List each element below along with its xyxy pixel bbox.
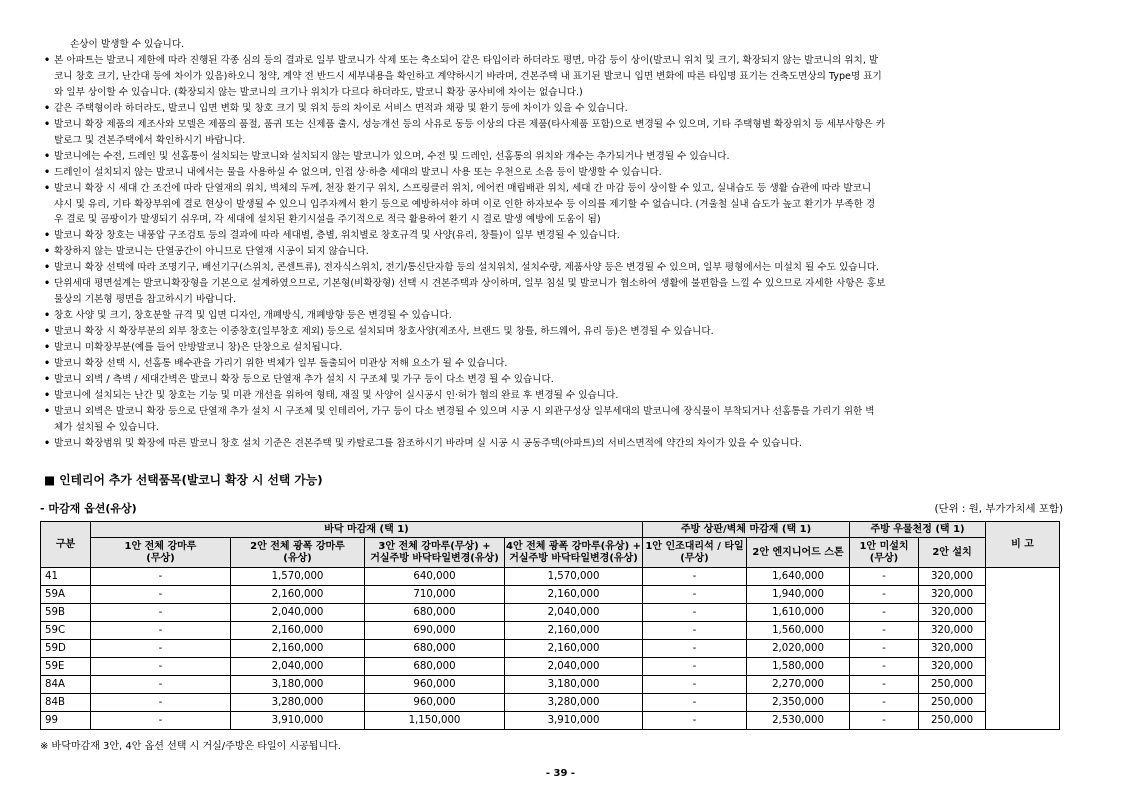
cell-k1: - [643, 676, 747, 694]
cell-k2: 2,350,000 [747, 694, 850, 712]
cell-f1: - [91, 640, 231, 658]
balcony-notes [44, 37, 1060, 452]
cell-type: 41 [41, 568, 91, 586]
cell-type: 84A [41, 676, 91, 694]
table-row [41, 586, 1060, 604]
cell-f1: - [91, 676, 231, 694]
cell-c2: 250,000 [919, 712, 986, 730]
cell-f2: 2,160,000 [231, 622, 365, 640]
cell-f1: - [91, 712, 231, 730]
cell-c1: - [850, 712, 919, 730]
header-type: 구분 [41, 522, 91, 568]
cell-f1: - [91, 586, 231, 604]
header-floor-option-3: 3안 전체 강마루(무상) + 거실주방 바닥타일변경(유상) [365, 538, 505, 568]
header-kitchen-counter-group: 주방 상판/벽체 마감재 (택 1) [643, 522, 850, 538]
cell-c2: 250,000 [919, 676, 986, 694]
cell-k1: - [643, 622, 747, 640]
cell-k2: 2,020,000 [747, 640, 850, 658]
cell-f4: 3,180,000 [505, 676, 643, 694]
note-bullet: • 발코니에는 수전, 드레인 및 선홈통이 설치되는 발코니와 설치되지 않는 발코니가 있으며, 수전 및 드레인, 선홈통의 위치와 개수는 추가되거나 변경될 수 있습니다. [44, 149, 1060, 165]
note-bullet: • 드레인이 설치되지 않는 발코니 내에서는 물을 사용하실 수 없으며, 인접 상·하층 세대의 발코니 사용 또는 우천으로 소음 등이 발생할 수 있습니다. [44, 165, 1060, 181]
cell-k2: 2,530,000 [747, 712, 850, 730]
cell-f1: - [91, 622, 231, 640]
footnote: ※ 바닥마감재 3안, 4안 옵션 선택 시 거실/주방은 타일이 시공됩니다. [40, 741, 341, 752]
cell-f2: 2,160,000 [231, 640, 365, 658]
cell-k2: 1,640,000 [747, 568, 850, 586]
header-kitchen-ceiling-group: 주방 우물천정 (택 1) [850, 522, 986, 538]
cell-c1: - [850, 622, 919, 640]
cell-type: 59C [41, 622, 91, 640]
cell-f4: 2,160,000 [505, 586, 643, 604]
table-row [41, 658, 1060, 676]
cell-type: 84B [41, 694, 91, 712]
header-counter-option-2: 2안 엔지니어드 스톤 [747, 538, 850, 568]
cell-f1: - [91, 694, 231, 712]
cell-f2: 2,040,000 [231, 604, 365, 622]
cell-f3: 710,000 [365, 586, 505, 604]
header-ceiling-option-2: 2안 설치 [919, 538, 986, 568]
header-floor-group: 바닥 마감재 (택 1) [91, 522, 643, 538]
cell-c2: 250,000 [919, 694, 986, 712]
cell-f4: 3,280,000 [505, 694, 643, 712]
cell-k2: 2,270,000 [747, 676, 850, 694]
note-bullet: • 발코니 확장 창호는 내풍압 구조검토 등의 결과에 따라 세대별, 층별, 위치별로 창호규격 및 사양(유리, 창틀)이 일부 변경될 수 있습니다. [44, 228, 1060, 244]
cell-type: 59B [41, 604, 91, 622]
unit-note: (단위 : 원, 부가가치세 포함) [934, 503, 1063, 515]
table-row [41, 712, 1060, 730]
table-row [41, 622, 1060, 640]
note-line: 우 결로 및 곰팡이가 발생되기 쉬우며, 각 세대에 설치된 환기시설을 주기적으로 적극 활용하여 환기 시 결로 발생 예방에 도움이 됨) [54, 214, 601, 226]
table-row [41, 604, 1060, 622]
cell-c2: 320,000 [919, 622, 986, 640]
cell-c2: 320,000 [919, 658, 986, 676]
cell-k1: - [643, 640, 747, 658]
cell-k2: 1,940,000 [747, 586, 850, 604]
note-bullet: • 발코니 확장 시 세대 간 조건에 따라 단열재의 위치, 벽체의 두께, 천장 환기구 위치, 스프링클러 위치, 에어컨 매립배관 위치, 세대 간 마감 등이 상이할 수 있고, 실내습도 등 생활 습관에 따라 발코니 [44, 181, 1060, 197]
note-line: 샤시 및 유리, 기타 확장부위에 결로 현상이 발생될 수 있으니 입주자께서 환기 등으로 예방하셔야 하며 이로 인한 하자보수 등 이의를 제기할 수 없습니다. (겨울철 실내 습도가 높고 환기가 부족한 경 [54, 198, 876, 210]
cell-f2: 3,280,000 [231, 694, 365, 712]
header-remarks: 비 고 [986, 522, 1060, 568]
cell-c1: - [850, 694, 919, 712]
cell-f2: 2,160,000 [231, 586, 365, 604]
note-bullet: • 단위세대 평면설계는 발코니확장형을 기본으로 설계하였으므로, 기본형(비확장형) 선택 시 견본주택과 상이하며, 일부 침실 및 발코니가 협소하여 생활에 불편함을 느낄 수 있으므로 자세한 사항은 홍보 [44, 276, 1060, 292]
cell-c2: 320,000 [919, 568, 986, 586]
cell-f2: 2,040,000 [231, 658, 365, 676]
note-line: 손상이 발생할 수 있습니다. [70, 39, 185, 50]
note-bullet: • 발코니 확장범위 및 확장에 따른 발코니 창호 설치 기준은 견본주택 및 카탈로그를 참조하시기 바라며 실 시공 시 공동주택(아파트)의 서비스면적에 약간의 차이가 있을 수 있습니다. [44, 436, 1060, 452]
cell-c1: - [850, 658, 919, 676]
cell-k1: - [643, 604, 747, 622]
cell-f2: 3,910,000 [231, 712, 365, 730]
cell-k1: - [643, 712, 747, 730]
section-title [44, 471, 323, 488]
note-bullet: • 발코니 확장 선택에 따라 조명기구, 배선기구(스위치, 콘센트류), 전자식스위치, 전기/통신단자함 등의 설치위치, 설치수량, 제품사양 등은 변경될 수 있으며, 일부 평형에서는 미설치 될 수도 있습니다. [44, 260, 1060, 276]
note-line: 탈로그 및 견본주택에서 확인하시기 바랍니다. [54, 134, 246, 146]
square-bullet-icon: ■ [44, 473, 56, 487]
note-bullet: • 같은 주택형이라 하더라도, 발코니 입면 변화 및 창호 크기 및 위치 등의 차이로 서비스 면적과 채광 및 환기 등에 차이가 있을 수 있습니다. [44, 101, 1060, 117]
cell-type: 59E [41, 658, 91, 676]
cell-f4: 2,160,000 [505, 640, 643, 658]
cell-k1: - [643, 568, 747, 586]
cell-type: 59D [41, 640, 91, 658]
cell-k2: 1,580,000 [747, 658, 850, 676]
cell-f3: 960,000 [365, 694, 505, 712]
cell-k1: - [643, 586, 747, 604]
table-row [41, 568, 1060, 586]
cell-type: 99 [41, 712, 91, 730]
cell-f4: 2,040,000 [505, 604, 643, 622]
note-line: 와 일부 상이할 수 있습니다. (확장되지 않는 발코니의 크기나 위치가 다르다 하더라도, 발코니 확장 공사비에 차이는 없습니다.) [54, 86, 583, 98]
note-bullet: • 확장하지 않는 발코니는 단열공간이 아니므로 단열재 시공이 되지 않습니다. [44, 244, 1060, 260]
cell-c2: 320,000 [919, 640, 986, 658]
cell-f3: 640,000 [365, 568, 505, 586]
note-bullet: • 발코니 외벽은 발코니 확장 등으로 단열재 추가 설치 시 구조체 및 인테리어, 가구 등이 다소 변경될 수 있으며 시공 시 외관구성상 일부세대의 발코니에 장식물이 부착되거나 선홈통을 가리기 위한 벽 [44, 404, 1060, 420]
cell-f4: 1,570,000 [505, 568, 643, 586]
note-bullet: • 발코니 확장 제품의 제조사와 모델은 제품의 품절, 품귀 또는 신제품 출시, 성능개선 등의 사유로 동등 이상의 다른 제품(타사제품 포함)으로 변경될 수 있으며, 기타 주택형별 확장위치 등 세부사항은 카 [44, 117, 1060, 133]
cell-f1: - [91, 568, 231, 586]
note-bullet: • 본 아파트는 발코니 제한에 따라 진행된 각종 심의 등의 결과로 일부 발코니가 삭제 또는 축소되어 같은 타입이라 하더라도 평면, 마감 등이 상이(발코니 위치 및 크기, 확장되지 않는 발코니의 위치, 발 [44, 53, 1060, 69]
cell-f3: 680,000 [365, 604, 505, 622]
header-floor-option-2: 2안 전체 광폭 강마루 (유상) [231, 538, 365, 568]
note-bullet: • 발코니 미확장부분(예를 들어 안방발코니 창)은 단창으로 설치됩니다. [44, 340, 1060, 356]
cell-f3: 960,000 [365, 676, 505, 694]
cell-c1: - [850, 568, 919, 586]
cell-f3: 680,000 [365, 640, 505, 658]
page-number: - 39 - [545, 768, 576, 779]
cell-k2: 1,610,000 [747, 604, 850, 622]
section-title-text: 인테리어 추가 선택품목(발코니 확장 시 선택 가능) [59, 473, 323, 487]
cell-f4: 3,910,000 [505, 712, 643, 730]
cell-k1: - [643, 658, 747, 676]
note-line: 코니 창호 크기, 난간대 등에 차이가 있음)하오니 청약, 계약 전 반드시 세부내용을 확인하고 계약하시기 바라며, 견본주택 내 표기된 발코니 입면 변화에 따른 타입명 표기는 건축도면상의 Type명 표기 [54, 70, 882, 82]
cell-f1: - [91, 658, 231, 676]
cell-f4: 2,040,000 [505, 658, 643, 676]
header-floor-option-1: 1안 전체 강마루 (무상) [91, 538, 231, 568]
note-bullet: • 발코니 외벽 / 측벽 / 세대간벽은 발코니 확장 등으로 단열재 추가 설치 시 구조체 및 가구 등이 다소 변경 될 수 있습니다. [44, 372, 1060, 388]
finish-options-subtitle: - 마감재 옵션(유상) [40, 502, 137, 515]
table-row [41, 694, 1060, 712]
cell-c2: 320,000 [919, 604, 986, 622]
cell-c1: - [850, 676, 919, 694]
cell-c1: - [850, 586, 919, 604]
header-floor-option-4: 4안 전체 광폭 강마루(유상) + 거실주방 바닥타일변경(유상) [505, 538, 643, 568]
finish-options-table [40, 521, 1060, 730]
cell-c1: - [850, 640, 919, 658]
table-row [41, 640, 1060, 658]
cell-f3: 680,000 [365, 658, 505, 676]
cell-remarks [986, 568, 1060, 730]
note-bullet: • 발코니 확장 선택 시, 선홈통 배수관을 가리기 위한 벽체가 일부 돌출되어 미관상 저해 요소가 될 수 있습니다. [44, 356, 1060, 372]
cell-type: 59A [41, 586, 91, 604]
header-ceiling-option-1: 1안 미설치 (무상) [850, 538, 919, 568]
note-bullet: • 발코니에 설치되는 난간 및 창호는 기능 및 미관 개선을 위하여 형태, 재질 및 사양이 실시공시 인·허가 협의 완료 후 변경될 수 있습니다. [44, 388, 1060, 404]
table-row [41, 676, 1060, 694]
cell-c2: 320,000 [919, 586, 986, 604]
cell-f3: 1,150,000 [365, 712, 505, 730]
note-line: 체가 설치될 수 있습니다. [54, 421, 159, 433]
cell-f3: 690,000 [365, 622, 505, 640]
note-bullet: • 창호 사양 및 크기, 창호분할 규격 및 입면 디자인, 개폐방식, 개폐방향 등은 변경될 수 있습니다. [44, 308, 1060, 324]
cell-k1: - [643, 694, 747, 712]
header-counter-option-1: 1안 인조대리석 / 타일 (무상) [643, 538, 747, 568]
note-bullet: • 발코니 확장 시 확장부분의 외부 창호는 이중창호(일부창호 제외) 등으로 설치되며 창호사양(제조사, 브랜드 및 창틀, 하드웨어, 유리 등)은 변경될 수 있습니다. [44, 324, 1060, 340]
cell-f2: 3,180,000 [231, 676, 365, 694]
cell-f1: - [91, 604, 231, 622]
cell-c1: - [850, 604, 919, 622]
note-line: 물상의 기본형 평면을 참고하시기 바랍니다. [54, 294, 237, 306]
cell-f2: 1,570,000 [231, 568, 365, 586]
cell-k2: 1,560,000 [747, 622, 850, 640]
cell-f4: 2,160,000 [505, 622, 643, 640]
